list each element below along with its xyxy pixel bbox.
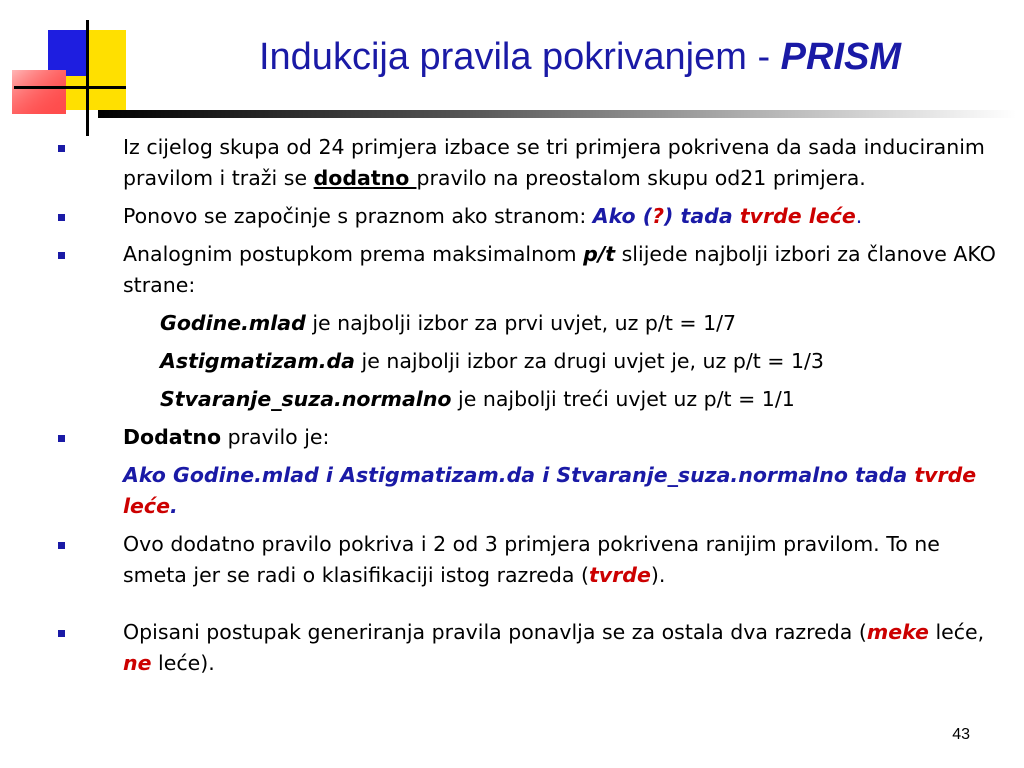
condition-2-attr: Astigmatizam.da xyxy=(160,349,356,373)
slide-content xyxy=(58,132,998,686)
rule-class: tvrde leće xyxy=(123,463,977,518)
condition-line-3 xyxy=(58,384,998,415)
bullet-1-underlined: dodatno xyxy=(313,166,417,190)
rule-period: . xyxy=(170,494,178,518)
bullet-5-text: Ovo dodatno pravilo pokriva i 2 od 3 primjera pokrivena ranijim pravilom. To ne smeta jer se radi o klasifikaciji istog razreda ( xyxy=(123,532,940,587)
square-bullet-icon xyxy=(58,542,65,549)
slide-logo-icon xyxy=(0,0,140,140)
bullet-5 xyxy=(58,529,998,591)
condition-3-text: je najbolji treći uvjet uz p/t = 1/1 xyxy=(451,387,795,411)
bullet-4 xyxy=(58,422,998,453)
bullet-4-text: pravilo je: xyxy=(221,425,330,449)
condition-2-text: je najbolji izbor za drugi uvjet je, uz p/t = 1/3 xyxy=(355,349,824,373)
bullet-6 xyxy=(58,617,998,679)
bullet-5-text-end: ). xyxy=(650,563,666,587)
bullet-2-question: ? xyxy=(652,204,665,228)
bullet-3 xyxy=(58,239,998,301)
condition-line-2 xyxy=(58,346,998,377)
bullet-2-text: Ponovo se započinje s praznom ako stranom: xyxy=(123,204,593,228)
square-bullet-icon xyxy=(58,214,65,221)
condition-1-text: je najbolji izbor za prvi uvjet, uz p/t = 1/7 xyxy=(305,311,737,335)
bullet-2-tada: ) tada xyxy=(664,204,740,228)
square-bullet-icon xyxy=(58,630,65,637)
bullet-4-bold: Dodatno xyxy=(123,425,222,449)
condition-1-attr: Godine.mlad xyxy=(160,311,306,335)
bullet-3-text: Analognim postupkom prema maksimalnom xyxy=(123,242,584,266)
square-bullet-icon xyxy=(58,252,65,259)
bullet-3-pt: p/t xyxy=(583,242,616,266)
title-divider xyxy=(98,110,1016,118)
square-bullet-icon xyxy=(58,145,65,152)
bullet-2 xyxy=(58,201,998,232)
condition-3-attr: Stvaranje_suza.normalno xyxy=(160,387,452,411)
rule-condition: Ako Godine.mlad i Astigmatizam.da i Stvaranje_suza.normalno tada xyxy=(123,463,915,487)
bullet-2-ako: Ako ( xyxy=(592,204,653,228)
slide-title xyxy=(150,36,1010,79)
bullet-6-ne: ne xyxy=(123,651,152,675)
condition-line-1 xyxy=(58,308,998,339)
title-plain: Indukcija pravila pokrivanjem - xyxy=(258,36,781,78)
square-bullet-icon xyxy=(58,435,65,442)
bullet-2-class: tvrde leće xyxy=(739,204,856,228)
bullet-1 xyxy=(58,132,998,194)
bullet-1-text: Iz cijelog skupa od 24 primjera izbace se tri primjera pokrivena da sada induciranim pravilom i traži se xyxy=(123,135,985,190)
bullet-6-meke: meke xyxy=(866,620,929,644)
rule-statement xyxy=(58,460,998,522)
bullet-2-period: . xyxy=(855,204,863,228)
bullet-3-text-end: slijede najbolji izbori za članove AKO strane: xyxy=(123,242,996,297)
page-number: 43 xyxy=(952,726,970,743)
bullet-6-text-end: leće). xyxy=(151,651,215,675)
bullet-1-text-end: pravilo na preostalom skupu od21 primjera. xyxy=(416,166,866,190)
bullet-6-text: Opisani postupak generiranja pravila ponavlja se za ostala dva razreda ( xyxy=(123,620,867,644)
title-strong: PRISM xyxy=(780,36,902,78)
bullet-6-text-mid: leće, xyxy=(928,620,985,644)
bullet-5-class: tvrde xyxy=(589,563,651,587)
